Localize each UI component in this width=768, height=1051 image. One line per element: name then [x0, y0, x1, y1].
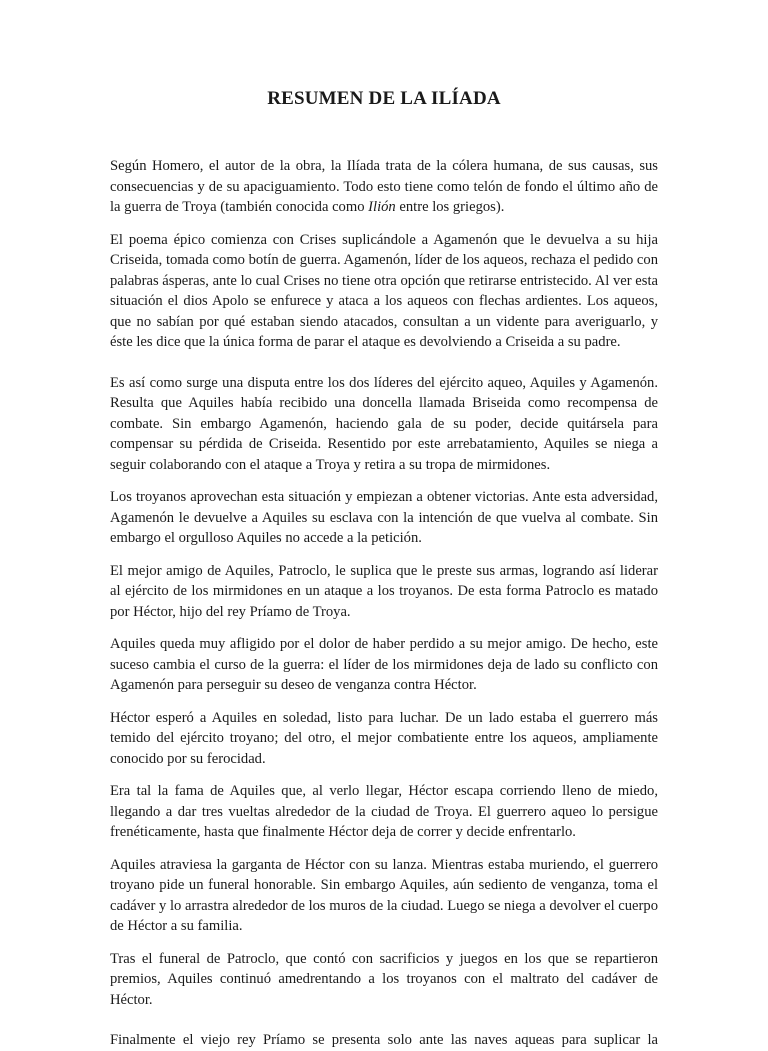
- paragraph-11: Finalmente el viejo rey Príamo se presenta solo ante las naves aqueas para suplicar la: [110, 1032, 658, 1048]
- paragraph-5: El mejor amigo de Aquiles, Patroclo, le suplica que le preste sus armas, logrando así liderar al ejército de los mirmidones en un ataque a los troyanos. De esta forma Patroclo es matado por Héctor, hijo del rey Príamo de Troya.: [110, 562, 658, 620]
- paragraph-3: Es así como surge una disputa entre los dos líderes del ejército aqueo, Aquiles y Agamenón. Resulta que Aquiles había recibido una doncella llamada Briseida como recompensa de combate. Sin embargo Agamenón, haciendo gala de su poder, decide quitársela para compensar su pérdida de Criseida. Resentido por este arrebatamiento, Aquiles se niega a seguir colaborando con el ataque a Troya y retira a su tropa de mirmidones.: [110, 374, 658, 473]
- paragraph-1-text-b: entre los griegos).: [395, 199, 505, 215]
- paragraph-7: Héctor esperó a Aquiles en soledad, listo para luchar. De un lado estaba el guerrero más temido del ejército troyano; del otro, el mejor combatiente entre los aqueos, ampliamente conocido por su ferocidad.: [110, 709, 658, 767]
- paragraph-8: Era tal la fama de Aquiles que, al verlo llegar, Héctor escapa corriendo lleno de miedo, llegando a dar tres vueltas alrededor de la ciudad de Troya. El guerrero aqueo lo persigue frenéticamente, hasta que finalmente Héctor deja de correr y decide enfrentarlo.: [110, 783, 658, 840]
- paragraph-1-text-a: Según Homero, el autor de la obra, la Ilíada trata de la cólera humana, de sus causas, sus consecuencias y de su apaciguamiento. Todo esto tiene como telón de fondo el último año de la guerra de Troya (también conocida como: [110, 158, 658, 215]
- document-title: RESUMEN DE LA ILÍADA: [267, 88, 501, 109]
- paragraph-4: Los troyanos aprovechan esta situación y empiezan a obtener victorias. Ante esta adversidad, Agamenón le devuelve a Aquiles su esclava con la intención de que vuelva al combate. Sin embargo el orgulloso Aquiles no accede a la petición.: [110, 489, 658, 546]
- paragraph-2: El poema épico comienza con Crises suplicándole a Agamenón que le devuelva a su hija Criseida, tomada como botín de guerra. Agamenón, líder de los aqueos, rechaza el pedido con palabras ásperas, ante lo cual Crises no tiene otra opción que retirarse entristecido. Al ver esta situación el dios Apolo se enfurece y ataca a los aqueos con flechas ardientes. Los aqueos, que no sabían por qué estaban siendo atacados, consultan a un vidente para averiguarlo, y éste les dice que la única forma de parar el ataque es devolviendo a Criseida a su padre.: [110, 231, 658, 350]
- paragraph-1: [110, 156, 658, 218]
- paragraph-9: Aquiles atraviesa la garganta de Héctor con su lanza. Mientras estaba muriendo, el guerrero troyano pide un funeral honorable. Sin embargo Aquiles, aún sediento de venganza, toma el cadáver y lo arrastra alrededor de los muros de la ciudad. Luego se niega a devolver el cuerpo de Héctor a su familia.: [110, 856, 658, 934]
- paragraph-1-italic-term: Ilión: [368, 199, 396, 215]
- paragraph-10: Tras el funeral de Patroclo, que contó con sacrificios y juegos en los que se repartieron premios, Aquiles continuó amedrentando a los troyanos con el maltrato del cadáver de Héctor.: [110, 950, 658, 1008]
- paragraph-6: Aquiles queda muy afligido por el dolor de haber perdido a su mejor amigo. De hecho, este suceso cambia el curso de la guerra: el líder de los mirmidones deja de lado su conflicto con Agamenón para perseguir su deseo de venganza contra Héctor.: [110, 636, 658, 693]
